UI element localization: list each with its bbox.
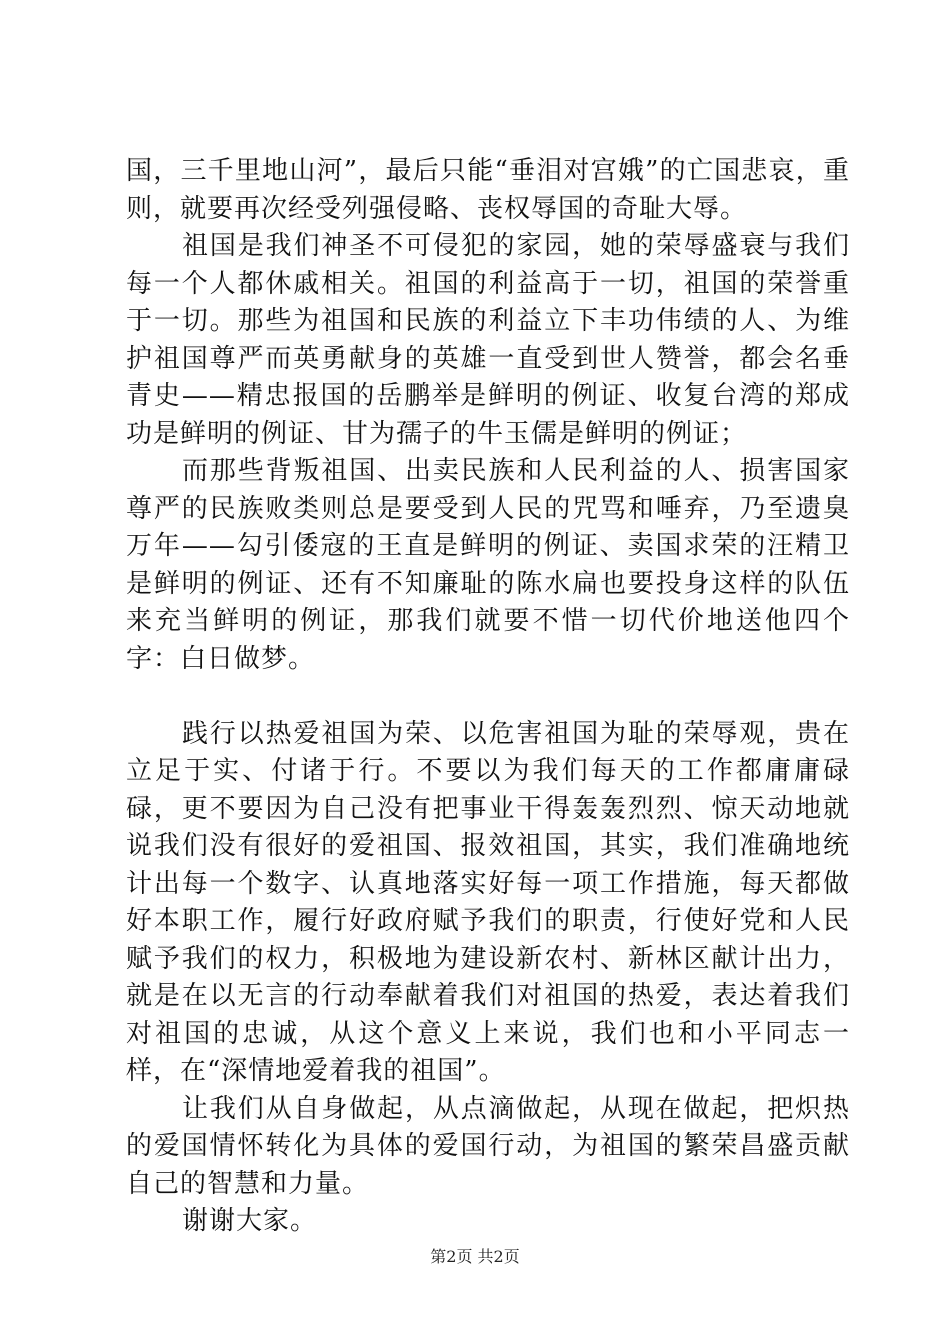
paragraph-traitors: 而那些背叛祖国、出卖民族和人民利益的人、损害国家尊严的民族败类则总是要受到人民的咒骂和唾弃，乃至遗臭万年——勾引倭寇的王直是鲜明的例证、卖国求荣的汪精卫是鲜明的例证、还有不知廉耻的陈水扁也要投身这样的队伍来充当鲜明的例证，那我们就要不惜一切代价地送他四个字：白日做梦。 [126,456,850,674]
paragraph-thanks: 谢谢大家。 [182,1206,318,1236]
paragraph-motherland: 祖国是我们神圣不可侵犯的家园，她的荣辱盛衰与我们每一个人都休戚相关。祖国的利益高于一切，祖国的荣誉重于一切。那些为祖国和民族的利益立下丰功伟绩的人、为维护祖国尊严而英勇献身的英雄一直受到世人赞誉，都会名垂青史——精忠报国的岳鹏举是鲜明的例证、收复台湾的郑成功是鲜明的例证、甘为孺子的牛玉儒是鲜明的例证； [126,231,850,449]
paragraph-continuation: 国，三千里地山河”，最后只能“垂泪对宫娥”的亡国悲哀，重则，就要再次经受列强侵略、丧权辱国的奇耻大辱。 [126,156,850,224]
document-body [126,153,850,1241]
page-number-footer: 第2页 共2页 [430,1247,520,1266]
paragraph-practice: 践行以热爱祖国为荣、以危害祖国为耻的荣辱观，贵在立足于实、付诸于行。不要以为我们每天的工作都庸庸碌碌，更不要因为自己没有把事业干得轰轰烈烈、惊天动地就说我们没有很好的爱祖国、报效祖国，其实，我们准确地统计出每一个数字、认真地落实好每一项工作措施，每天都做好本职工作，履行好政府赋予我们的职责，行使好党和人民赋予我们的权力，积极地为建设新农村、新林区献计出力，就是在以无言的行动奉献着我们对祖国的热爱，表达着我们对祖国的忠诚，从这个意义上来说，我们也和小平同志一样，在“深情地爱着我的祖国”。 [126,718,850,1086]
paragraph-call-to-action: 让我们从自身做起，从点滴做起，从现在做起，把炽热的爱国情怀转化为具体的爱国行动，为祖国的繁荣昌盛贡献自己的智慧和力量。 [126,1093,850,1199]
paragraph-gap [126,678,850,716]
